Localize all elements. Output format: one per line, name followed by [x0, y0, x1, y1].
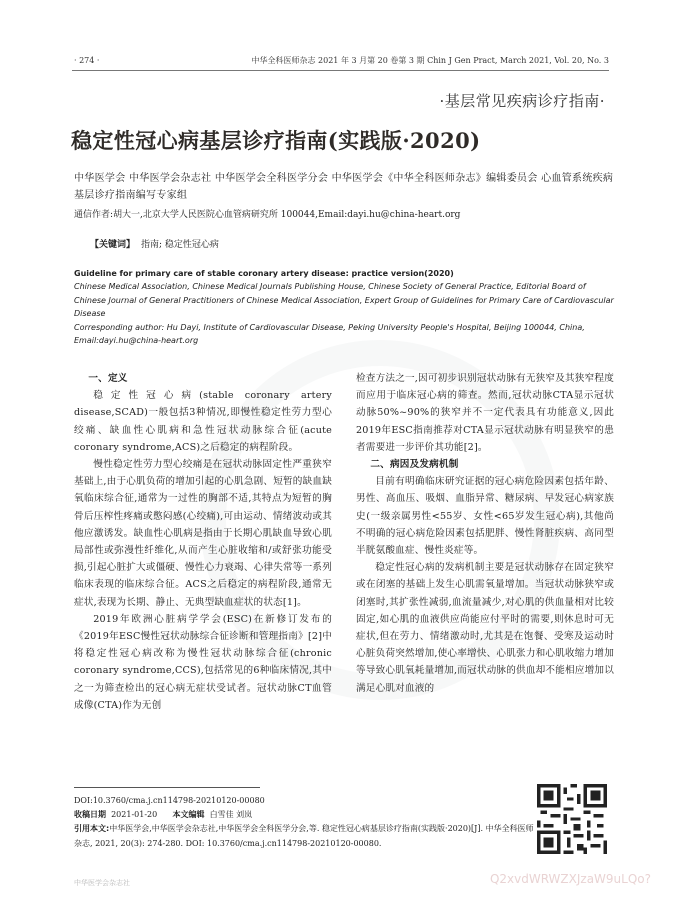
section-heading-definition: 一、定义 [88, 373, 128, 384]
keywords [90, 237, 219, 250]
received-label: 收稿日期 [74, 810, 106, 820]
body-column-right [356, 370, 614, 697]
dates-editors [74, 808, 534, 822]
footnote-rule [74, 787, 260, 788]
paragraph: 检查方法之一,因可初步识别冠状动脉有无狭窄及其狭窄程度而应用于临床冠心病的筛查。然而,冠状动脉CTA显示冠状动脉50%~90%的狭窄并不一定代表具有功能意义,因此2019年ESC指南推荐对CTA显示冠状动脉有明显狭窄的患者需要进一步评价其功能[2]。 [356, 373, 614, 453]
paragraph: 2019年欧洲心脏病学学会(ESC)在新修订发布的《2019年ESC慢性冠状动脉综合征诊断和管理指南》[2]中将稳定性冠心病改称为慢性冠状动脉综合征(chronic coronary syndrome,CCS),包括常见的6种临床情况,其中之一为筛查检出的冠心病无症状受试者。冠状动脉CT血管成像(CTA)作为无创 [74, 613, 332, 711]
paragraph: 稳定性冠心病(stable coronary artery disease,SCAD)一般包括3种情况,即慢性稳定性劳力型心绞痛、缺血性心肌病和急性冠状动脉综合征(acute coronary syndrome,ACS)之后稳定的病程阶段。 [74, 390, 332, 453]
paragraph: 稳定性冠心病的发病机制主要是冠状动脉存在固定狭窄或在闭塞的基础上发生心肌需氧量增加。当冠状动脉狭窄或闭塞时,其扩张性减弱,血流量减少,对心肌的供血量相对比较固定,如心肌的血液供应尚能应付平时的需要,则休息时可无症状,但在劳力、情绪激动时,尤其是在饱餐、受寒及运动时心脏负荷突然增加,使心率增快、心肌张力和心肌收缩力增加等导致心肌氧耗量增加,而冠状动脉的供血却不能相应增加以满足心肌对血液的 [356, 562, 614, 694]
english-authors: Chinese Medical Association, Chinese Medical Journals Publishing House, Chinese Society of General Practice, Editorial Board of Chinese Journal of General Practitioners of Chinese Medical Association, Expert Group of Guidelines for Primary Care of Cardiovascular Disease [74, 282, 614, 319]
body-column-left [74, 370, 332, 714]
qr-code-icon [537, 784, 607, 854]
english-title: Guideline for primary care of stable coronary artery disease: practice version(2020) [74, 269, 454, 278]
journal-running-header: 中华全科医师杂志 2021 年 3 月第 20 卷第 3 期 Chin J Gen Pract, March 2021, Vol. 20, No. 3 [251, 56, 609, 65]
corresponding-author: 通信作者:胡大一,北京大学人民医院心血管病研究所 100044,Email:dayi.hu@china-heart.org [74, 210, 461, 220]
editors: 白雪佳 刘岚 [209, 810, 253, 820]
article-footer [74, 794, 534, 851]
cite-text: 中华医学会,中华医学会杂志社,中华医学会全科医学分会,等. 稳定性冠心病基层诊疗指南(实践版·2020)[J]. 中华全科医师杂志, 2021, 20(3): 274-280. DOI: 10.3760/cma.j.cn114798-20210120-00080. [74, 824, 534, 848]
doi: DOI:10.3760/cma.j.cn114798-20210120-00080 [74, 796, 265, 805]
article-title: 稳定性冠心病基层诊疗指南(实践版·2020) [71, 128, 481, 153]
keywords-value: 指南; 稳定性冠心病 [141, 240, 219, 250]
cite-label: 引用本文: [74, 824, 110, 834]
bottom-watermark: Q2xvdWRWZXJzaW9uLQo? [489, 872, 651, 886]
citation [74, 822, 534, 850]
header-rule [72, 70, 609, 71]
english-abstract-block [74, 267, 614, 347]
paragraph: 慢性稳定性劳力型心绞痛是在冠状动脉固定性严重狭窄基础上,由于心肌负荷的增加引起的心肌急剧、短暂的缺血缺氧临床综合征,通常为一过性的胸部不适,其特点为短暂的胸骨后压榨性疼痛或憋闷感(心绞痛),可由运动、情绪波动或其他应激诱发。缺血性心肌病是指由于长期心肌缺血导致心肌局部性或弥漫性纤维化,从而产生心脏收缩和/或舒张功能受损,引起心脏扩大或僵硬、慢性心力衰竭、心律失常等一系列临床表现的临床综合征。ACS之后稳定的病程阶段,通常无症状,表现为长期、静止、无典型缺血症状的状态[1]。 [74, 459, 332, 608]
keywords-label: 【关键词】 [90, 240, 136, 250]
received-date: 2021-01-20 [111, 810, 158, 820]
section-heading-etiology: 二、病因及发病机制 [370, 459, 459, 471]
column-title: ·基层常见疾病诊疗指南· [439, 92, 605, 110]
publisher-logo: 中华医学会杂志社 [74, 879, 130, 887]
author-list: 中华医学会 中华医学会杂志社 中华医学会全科医学分会 中华医学会《中华全科医师杂志》编辑委员会 心血管系统疾病基层诊疗指南编写专家组 [74, 173, 614, 201]
page-number: · 274 · [74, 56, 100, 65]
paragraph: 目前有明确临床研究证据的冠心病危险因素包括年龄、男性、高血压、吸烟、血脂异常、糖尿病、早发冠心病家族史(一级亲属男性<55岁、女性<65岁发生冠心病),其他尚不明确的冠心病危险因素包括肥胖、慢性肾脏疾病、高同型半胱氨酸血症、慢性炎症等。 [356, 476, 614, 557]
editor-label: 本文编辑 [172, 810, 205, 820]
english-corresponding: Corresponding author: Hu Dayi, Institute of Cardiovascular Disease, Peking University People's Hospital, Beijing 100044, China, Email:dayi.hu@china-heart.org [74, 322, 585, 346]
